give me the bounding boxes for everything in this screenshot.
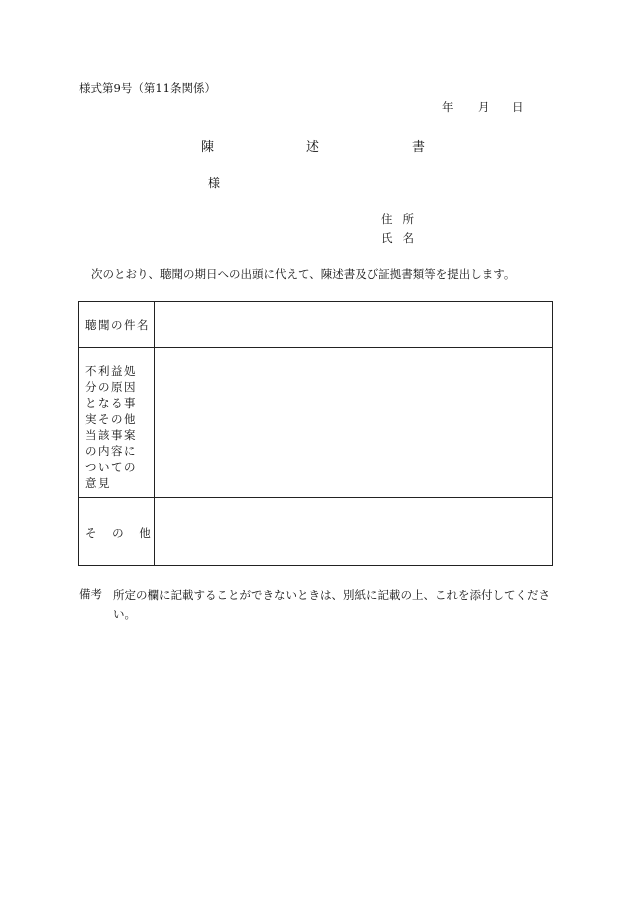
remarks-label: 備考 <box>79 587 102 601</box>
opinion-field[interactable] <box>155 347 552 497</box>
remarks-text: 所定の欄に記載することができないときは、別紙に記載の上、これを添付してください。 <box>113 588 550 621</box>
table-row <box>79 302 552 348</box>
table-label-cell <box>79 347 155 497</box>
table-row <box>79 497 552 565</box>
table-row <box>79 347 552 498</box>
document-title-char-1: 陳 <box>201 140 215 155</box>
form-number: 様式第9号（第11条関係） <box>79 81 216 95</box>
table-label-cell <box>79 302 155 347</box>
document-title-char-3: 書 <box>412 140 426 155</box>
other-label: そ の 他 <box>85 526 151 540</box>
hearing-subject-field[interactable] <box>155 302 552 347</box>
document-title-char-2: 述 <box>306 140 320 155</box>
hearing-subject-label: 聴聞の件名 <box>85 318 150 332</box>
opinion-label: 不利益処分の原因となる事実その他当該事案の内容についての意見 <box>85 364 137 490</box>
table-label-cell <box>79 497 155 565</box>
address-label: 住所 <box>381 212 424 226</box>
name-label: 氏名 <box>381 231 424 245</box>
date-day-label: 日 <box>512 100 524 114</box>
date-month-label: 月 <box>478 100 490 114</box>
date-year-label: 年 <box>442 100 454 114</box>
statement-table <box>78 301 553 566</box>
statement-text: 次のとおり、聴聞の期日への出頭に代えて、陳述書及び証拠書類等を提出します。 <box>91 267 516 281</box>
other-field[interactable] <box>155 497 552 565</box>
addressee-suffix: 様 <box>208 176 221 190</box>
